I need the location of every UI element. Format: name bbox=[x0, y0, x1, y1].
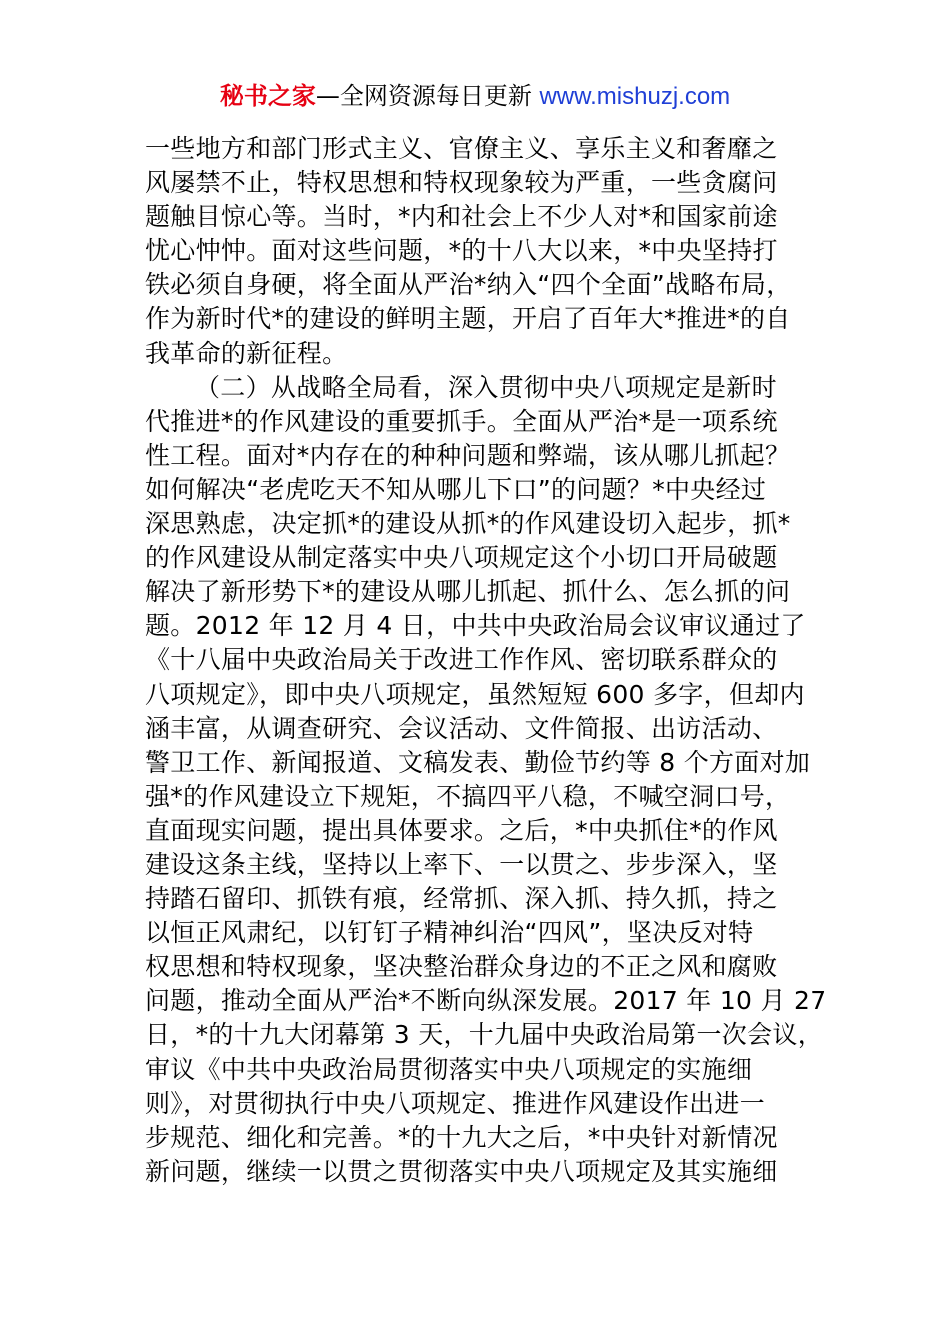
site-header bbox=[0, 80, 950, 113]
text-line: 警卫工作、新闻报道、文稿发表、勤俭节约等 8 个方面对加 bbox=[145, 747, 811, 777]
site-tagline: —全网资源每日更新 bbox=[315, 82, 540, 110]
text-line: 日，*的十九大闭幕第 3 天，十九届中央政治局第一次会议， bbox=[145, 1020, 824, 1050]
text-line: 解决了新形势下*的建设从哪儿抓起、抓什么、怎么抓的问 bbox=[145, 577, 791, 607]
text-line: 持踏石留印、抓铁有痕，经常抓、深入抓、持久抓，持之 bbox=[145, 884, 778, 914]
site-brand: 秘书之家 bbox=[219, 82, 316, 110]
text-line: 忧心忡忡。面对这些问题，*的十八大以来，*中央坚持打 bbox=[145, 236, 778, 266]
text-line: 强*的作风建设立下规矩，不搞四平八稳，不喊空洞口号， bbox=[145, 781, 791, 811]
text-line: 新问题，继续一以贯之贯彻落实中央八项规定及其实施细 bbox=[145, 1156, 778, 1186]
text-line: 一些地方和部门形式主义、官僚主义、享乐主义和奢靡之 bbox=[145, 134, 778, 163]
text-line: 权思想和特权现象，坚决整治群众身边的不正之风和腐败 bbox=[145, 952, 778, 982]
text-line: 风屡禁不止，特权思想和特权现象较为严重，一些贪腐问 bbox=[145, 168, 778, 198]
text-line: 审议《中共中央政治局贯彻落实中央八项规定的实施细 bbox=[145, 1054, 753, 1084]
text-line: 以恒正风肃纪，以钉钉子精神纠治“四风”，坚决反对特 bbox=[145, 918, 754, 948]
text-line: 铁必须自身硬，将全面从严治*纳入“四个全面”战略布局， bbox=[145, 270, 792, 300]
text-line: 题触目惊心等。当时，*内和社会上不少人对*和国家前途 bbox=[145, 202, 778, 232]
document-body bbox=[145, 132, 825, 1189]
text-line: 问题，推动全面从严治*不断向纵深发展。2017 年 10 月 27 bbox=[145, 986, 827, 1016]
text-line: 的作风建设从制定落实中央八项规定这个小切口开局破题 bbox=[145, 543, 778, 573]
text-line: 性工程。面对*内存在的种种问题和弊端，该从哪儿抓起？ bbox=[145, 440, 791, 470]
text-line: 代推进*的作风建设的重要抓手。全面从严治*是一项系统 bbox=[145, 406, 778, 436]
text-line: 我革命的新征程。 bbox=[145, 338, 348, 368]
text-line: 步规范、细化和完善。*的十九大之后，*中央针对新情况 bbox=[145, 1122, 778, 1152]
section-heading-line: （二）从战略全局看，深入贯彻中央八项规定是新时 bbox=[195, 372, 777, 402]
text-line: 则》，对贯彻执行中央八项规定、推进作风建设作出进一 bbox=[145, 1088, 766, 1118]
site-url-link[interactable]: www.mishuzj.com bbox=[539, 83, 731, 110]
text-line: 如何解决“老虎吃天不知从哪儿下口”的问题？*中央经过 bbox=[145, 474, 767, 504]
text-line: 八项规定》，即中央八项规定，虽然短短 600 多字，但却内 bbox=[145, 679, 805, 709]
text-line: 涵丰富，从调查研究、会议活动、文件简报、出访活动、 bbox=[145, 713, 778, 743]
text-line: 建设这条主线，坚持以上率下、一以贯之、步步深入，坚 bbox=[145, 849, 778, 879]
text-line: 题。2012 年 12 月 4 日，中共中央政治局会议审议通过了 bbox=[145, 611, 806, 641]
text-line: 直面现实问题，提出具体要求。之后，*中央抓住*的作风 bbox=[145, 815, 778, 845]
text-line: 作为新时代*的建设的鲜明主题，开启了百年大*推进*的自 bbox=[145, 304, 791, 334]
text-line: 《十八届中央政治局关于改进工作作风、密切联系群众的 bbox=[145, 645, 778, 675]
text-line: 深思熟虑，决定抓*的建设从抓*的作风建设切入起步，抓* bbox=[145, 509, 791, 539]
